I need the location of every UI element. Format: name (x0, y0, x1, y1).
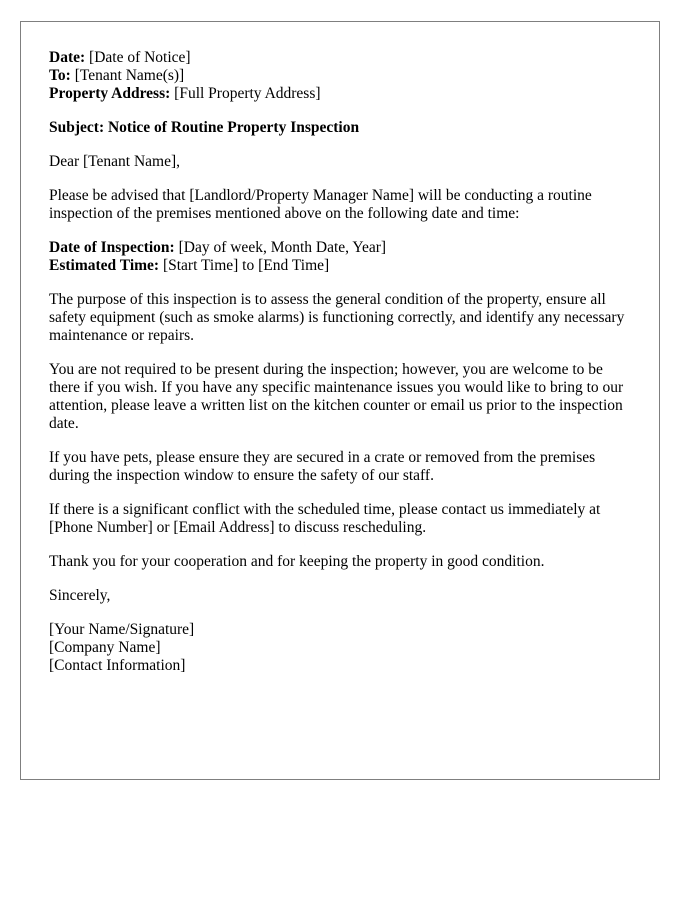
inspection-time-line (49, 257, 631, 275)
intro-paragraph: Please be advised that [Landlord/Property Manager Name] will be conducting a routine inspection of the premises mentioned above on the following date and time: (49, 187, 592, 222)
signature-company: [Company Name] (49, 639, 161, 656)
inspection-date-label: Date of Inspection: (49, 239, 175, 256)
to-value: [Tenant Name(s)] (74, 67, 185, 84)
signature-contact: [Contact Information] (49, 657, 186, 674)
letter-header (49, 49, 631, 103)
signature-block (49, 621, 631, 675)
salutation: Dear [Tenant Name], (49, 153, 181, 170)
address-value: [Full Property Address] (174, 85, 321, 102)
signature-name: [Your Name/Signature] (49, 621, 195, 638)
to-label: To: (49, 67, 71, 84)
conflict-paragraph: If there is a significant conflict with the scheduled time, please contact us immediately at [Phone Number] or [Email Address] to discuss rescheduling. (49, 501, 601, 536)
inspection-date-line (49, 239, 631, 257)
inspection-time-value: [Start Time] to [End Time] (162, 257, 330, 274)
pets-paragraph: If you have pets, please ensure they are secured in a crate or removed from the premises during the inspection window to ensure the safety of our staff. (49, 449, 596, 484)
address-label: Property Address: (49, 85, 171, 102)
letter-page (20, 21, 660, 780)
presence-paragraph: You are not required to be present during the inspection; however, you are welcome to be there if you wish. If you have any specific maintenance issues you would like to bring to our attention, please leave a written list on the kitchen counter or email us prior to the inspection date. (49, 361, 624, 432)
property-address-line (49, 85, 631, 103)
date-line (49, 49, 631, 67)
inspection-date-value: [Day of week, Month Date, Year] (178, 239, 387, 256)
date-label: Date: (49, 49, 86, 66)
subject-line: Subject: Notice of Routine Property Inspection (49, 119, 360, 136)
thanks-paragraph: Thank you for your cooperation and for keeping the property in good condition. (49, 553, 545, 570)
inspection-time-label: Estimated Time: (49, 257, 160, 274)
purpose-paragraph: The purpose of this inspection is to assess the general condition of the property, ensure all safety equipment (such as smoke alarms) is functioning correctly, and identify any necessary maintenance or repairs. (49, 291, 625, 344)
closing: Sincerely, (49, 587, 111, 604)
recipient-line (49, 67, 631, 85)
date-value: [Date of Notice] (89, 49, 191, 66)
inspection-details (49, 239, 631, 275)
